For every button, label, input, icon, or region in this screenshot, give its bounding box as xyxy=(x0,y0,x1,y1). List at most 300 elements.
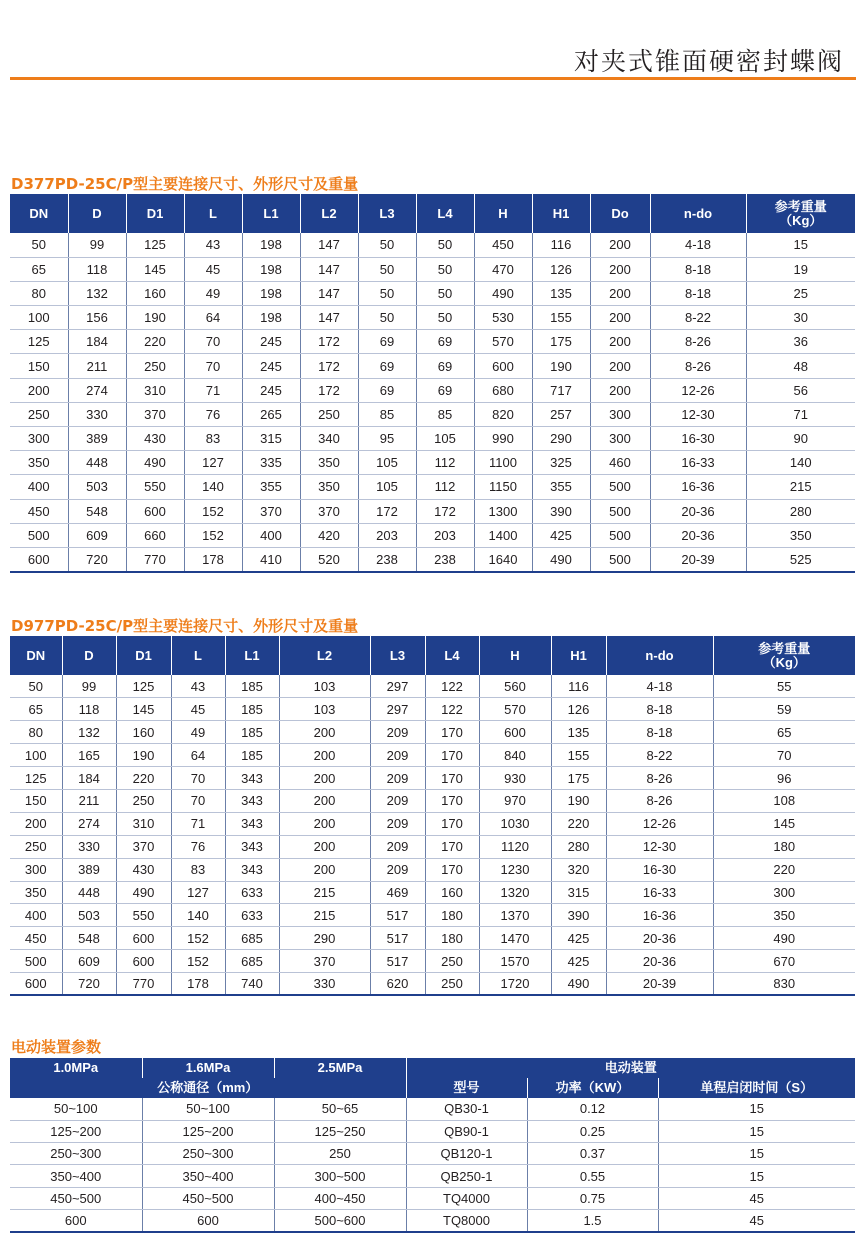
table-cell: 4-18 xyxy=(650,233,746,257)
table-cell: 12-30 xyxy=(606,835,713,858)
table-cell: 65 xyxy=(10,257,68,281)
table-cell: 16-36 xyxy=(650,475,746,499)
table-cell: 125 xyxy=(10,330,68,354)
table-cell: 1720 xyxy=(479,973,551,996)
time-header: 单程启闭时间（S） xyxy=(658,1078,855,1098)
table-cell: 280 xyxy=(746,499,855,523)
table-cell: 8-18 xyxy=(606,721,713,744)
table-row xyxy=(10,927,855,950)
table-cell: 560 xyxy=(479,675,551,698)
table-cell: 36 xyxy=(746,330,855,354)
table1-header-row xyxy=(10,194,855,233)
table-cell: 12-30 xyxy=(650,402,746,426)
table-cell: 280 xyxy=(551,835,606,858)
pressure-header-3: 2.5MPa xyxy=(274,1058,406,1078)
table-cell: 685 xyxy=(225,927,279,950)
table-cell: 170 xyxy=(425,789,479,812)
table-cell: 20-36 xyxy=(606,950,713,973)
table1-title: D377PD-25C/P型主要连接尺寸、外形尺寸及重量 xyxy=(11,175,359,193)
table-cell: 50~65 xyxy=(274,1098,406,1120)
column-header: Do xyxy=(590,194,650,233)
table-cell: 500~600 xyxy=(274,1209,406,1231)
table-cell: 64 xyxy=(171,744,225,767)
table-cell: 185 xyxy=(225,744,279,767)
table-cell: 0.12 xyxy=(527,1098,658,1120)
table-cell: 172 xyxy=(416,499,474,523)
column-header: D xyxy=(68,194,126,233)
table-cell: 1400 xyxy=(474,523,532,547)
table-cell: 50 xyxy=(358,257,416,281)
table-cell: 490 xyxy=(126,451,184,475)
table-row xyxy=(10,257,855,281)
table-cell: 150 xyxy=(10,354,68,378)
table-cell: QB250-1 xyxy=(406,1165,527,1187)
table-cell: 215 xyxy=(746,475,855,499)
table3-body xyxy=(10,1098,855,1232)
table-cell: 152 xyxy=(171,950,225,973)
table-cell: 220 xyxy=(713,858,855,881)
table-cell: 600 xyxy=(474,354,532,378)
table-cell: 15 xyxy=(658,1120,855,1142)
table-row xyxy=(10,904,855,927)
table-cell: 170 xyxy=(425,721,479,744)
table-cell: 400 xyxy=(242,523,300,547)
table-row xyxy=(10,812,855,835)
table-cell: 99 xyxy=(62,675,116,698)
table-cell: 170 xyxy=(425,767,479,790)
table-cell: 450~500 xyxy=(142,1187,274,1209)
table-actuator xyxy=(10,1058,855,1233)
table-cell: 370 xyxy=(126,402,184,426)
table-cell: 49 xyxy=(171,721,225,744)
table-row xyxy=(10,698,855,721)
table-cell: 170 xyxy=(425,812,479,835)
table-cell: 220 xyxy=(116,767,171,790)
table-cell: 76 xyxy=(171,835,225,858)
table-row xyxy=(10,1187,855,1209)
table-cell: 220 xyxy=(126,330,184,354)
table-cell: 185 xyxy=(225,698,279,721)
table-cell: 274 xyxy=(62,812,116,835)
table-cell: 184 xyxy=(62,767,116,790)
table-cell: 245 xyxy=(242,354,300,378)
table-cell: 69 xyxy=(358,354,416,378)
table-cell: 126 xyxy=(551,698,606,721)
table-cell: 71 xyxy=(171,812,225,835)
table-cell: 172 xyxy=(358,499,416,523)
table-cell: 50 xyxy=(416,257,474,281)
table-cell: 170 xyxy=(425,835,479,858)
table-cell: 126 xyxy=(532,257,590,281)
table-cell: 170 xyxy=(425,744,479,767)
table-cell: 165 xyxy=(62,744,116,767)
column-header: L2 xyxy=(279,636,370,675)
table-cell: 1150 xyxy=(474,475,532,499)
table-cell: 70 xyxy=(184,354,242,378)
table-cell: 160 xyxy=(126,281,184,305)
table-cell: 930 xyxy=(479,767,551,790)
table-cell: QB120-1 xyxy=(406,1143,527,1165)
table-cell: 490 xyxy=(116,881,171,904)
table-cell: 448 xyxy=(62,881,116,904)
table-cell: 450 xyxy=(474,233,532,257)
table-row xyxy=(10,1120,855,1142)
column-header: L3 xyxy=(358,194,416,233)
table-cell: 184 xyxy=(68,330,126,354)
table-cell: 65 xyxy=(713,721,855,744)
table-cell: 200 xyxy=(279,767,370,790)
table-cell: 335 xyxy=(242,451,300,475)
table-cell: 85 xyxy=(358,402,416,426)
table-cell: 530 xyxy=(474,306,532,330)
table-cell: 118 xyxy=(62,698,116,721)
table-cell: 350 xyxy=(300,451,358,475)
table-cell: 20-36 xyxy=(606,927,713,950)
table-cell: 297 xyxy=(370,675,425,698)
column-header: L3 xyxy=(370,636,425,675)
table-cell: 25 xyxy=(746,281,855,305)
table-cell: 198 xyxy=(242,257,300,281)
table-cell: 8-18 xyxy=(650,257,746,281)
table-cell: 600 xyxy=(479,721,551,744)
table-cell: 550 xyxy=(126,475,184,499)
table-cell: 211 xyxy=(68,354,126,378)
column-header: 参考重量 （Kg） xyxy=(713,636,855,675)
table-cell: 315 xyxy=(551,881,606,904)
table-cell: 830 xyxy=(713,973,855,996)
table-row xyxy=(10,1209,855,1231)
table-row xyxy=(10,475,855,499)
table-cell: 740 xyxy=(225,973,279,996)
table-cell: 609 xyxy=(62,950,116,973)
table-cell: 420 xyxy=(300,523,358,547)
table-cell: 48 xyxy=(746,354,855,378)
table-cell: 118 xyxy=(68,257,126,281)
table-cell: 310 xyxy=(116,812,171,835)
table-cell: 83 xyxy=(184,427,242,451)
table-cell: 180 xyxy=(425,904,479,927)
table-cell: 389 xyxy=(68,427,126,451)
table-cell: 85 xyxy=(416,402,474,426)
table-cell: 430 xyxy=(116,858,171,881)
table-cell: 20-36 xyxy=(650,499,746,523)
column-header: H1 xyxy=(551,636,606,675)
table-cell: 70 xyxy=(171,767,225,790)
table-cell: 15 xyxy=(658,1165,855,1187)
table-cell: 20-39 xyxy=(606,973,713,996)
table-cell: 350 xyxy=(10,451,68,475)
table-cell: 500 xyxy=(590,499,650,523)
table-cell: 469 xyxy=(370,881,425,904)
table-cell: 170 xyxy=(425,858,479,881)
table-cell: 15 xyxy=(658,1143,855,1165)
table-cell: 125~250 xyxy=(274,1120,406,1142)
table2-body xyxy=(10,675,855,995)
table-cell: 125 xyxy=(126,233,184,257)
table-cell: 152 xyxy=(184,523,242,547)
table-row xyxy=(10,306,855,330)
table-cell: 59 xyxy=(713,698,855,721)
column-header: 参考重量 （Kg） xyxy=(746,194,855,233)
table-cell: 8-26 xyxy=(650,330,746,354)
table-cell: 16-30 xyxy=(650,427,746,451)
table-cell: 330 xyxy=(68,402,126,426)
table-row xyxy=(10,330,855,354)
table-cell: 45 xyxy=(658,1187,855,1209)
table1-body xyxy=(10,233,855,572)
table-cell: 548 xyxy=(68,499,126,523)
column-header: D1 xyxy=(126,194,184,233)
table-cell: 250~300 xyxy=(142,1143,274,1165)
column-header: D xyxy=(62,636,116,675)
column-header: H xyxy=(479,636,551,675)
table-cell: 43 xyxy=(184,233,242,257)
table-cell: 15 xyxy=(746,233,855,257)
table-cell: 105 xyxy=(416,427,474,451)
table-cell: 1640 xyxy=(474,547,532,571)
table-cell: 300 xyxy=(590,427,650,451)
table-cell: 140 xyxy=(746,451,855,475)
table-cell: 127 xyxy=(171,881,225,904)
table-cell: 50 xyxy=(358,306,416,330)
table-cell: 50 xyxy=(10,675,62,698)
table2-header-row xyxy=(10,636,855,675)
column-header: L1 xyxy=(225,636,279,675)
table-cell: 820 xyxy=(474,402,532,426)
table-cell: 970 xyxy=(479,789,551,812)
table-cell: 20-36 xyxy=(650,523,746,547)
table-cell: 198 xyxy=(242,233,300,257)
table-cell: 490 xyxy=(551,973,606,996)
table-cell: 69 xyxy=(358,330,416,354)
table-cell: 180 xyxy=(425,927,479,950)
table-cell: 265 xyxy=(242,402,300,426)
table-cell: 517 xyxy=(370,950,425,973)
table-row xyxy=(10,881,855,904)
table-cell: 500 xyxy=(590,523,650,547)
table-cell: 19 xyxy=(746,257,855,281)
table-cell: 200 xyxy=(590,354,650,378)
table-cell: 370 xyxy=(279,950,370,973)
table-cell: 320 xyxy=(551,858,606,881)
table-cell: 300 xyxy=(10,858,62,881)
table-cell: 550 xyxy=(116,904,171,927)
table-cell: 175 xyxy=(532,330,590,354)
table-cell: 250~300 xyxy=(10,1143,142,1165)
table-cell: 520 xyxy=(300,547,358,571)
column-header: n-do xyxy=(606,636,713,675)
table-cell: 343 xyxy=(225,812,279,835)
table-cell: 12-26 xyxy=(606,812,713,835)
table-cell: 12-26 xyxy=(650,378,746,402)
table-cell: 503 xyxy=(68,475,126,499)
table-cell: 16-36 xyxy=(606,904,713,927)
table-cell: 600 xyxy=(10,973,62,996)
table-cell: 127 xyxy=(184,451,242,475)
table-cell: 203 xyxy=(416,523,474,547)
table-cell: TQ8000 xyxy=(406,1209,527,1231)
table-cell: 0.25 xyxy=(527,1120,658,1142)
table-cell: 211 xyxy=(62,789,116,812)
table-cell: 71 xyxy=(746,402,855,426)
table-cell: 400~450 xyxy=(274,1187,406,1209)
table-cell: 160 xyxy=(425,881,479,904)
table-cell: 425 xyxy=(551,950,606,973)
table-row xyxy=(10,547,855,571)
table-cell: 390 xyxy=(551,904,606,927)
table-cell: 172 xyxy=(300,354,358,378)
table-cell: 203 xyxy=(358,523,416,547)
table-cell: 70 xyxy=(184,330,242,354)
table-cell: 517 xyxy=(370,927,425,950)
table-cell: 274 xyxy=(68,378,126,402)
table-cell: 350 xyxy=(10,881,62,904)
table-cell: 105 xyxy=(358,475,416,499)
table-cell: 8-22 xyxy=(606,744,713,767)
table-cell: 50 xyxy=(358,233,416,257)
table-cell: 1.5 xyxy=(527,1209,658,1231)
table-cell: 200 xyxy=(279,789,370,812)
table-cell: 132 xyxy=(68,281,126,305)
table-cell: 1470 xyxy=(479,927,551,950)
table-row xyxy=(10,973,855,996)
table-cell: 140 xyxy=(184,475,242,499)
table-cell: 50 xyxy=(416,306,474,330)
table-cell: 570 xyxy=(479,698,551,721)
table-cell: 200 xyxy=(10,378,68,402)
table-cell: 390 xyxy=(532,499,590,523)
table-cell: 200 xyxy=(590,378,650,402)
table-cell: 609 xyxy=(68,523,126,547)
pressure-header-2: 1.6MPa xyxy=(142,1058,274,1078)
table-cell: 122 xyxy=(425,675,479,698)
column-header: n-do xyxy=(650,194,746,233)
table-cell: QB90-1 xyxy=(406,1120,527,1142)
table-cell: 633 xyxy=(225,904,279,927)
table-cell: 600 xyxy=(116,950,171,973)
title-divider xyxy=(10,77,856,80)
table-cell: 30 xyxy=(746,306,855,330)
table-cell: 99 xyxy=(68,233,126,257)
table-cell: 172 xyxy=(300,378,358,402)
table-cell: 1120 xyxy=(479,835,551,858)
table-cell: 1320 xyxy=(479,881,551,904)
table-cell: 500 xyxy=(10,523,68,547)
table-cell: 0.55 xyxy=(527,1165,658,1187)
table-cell: 8-26 xyxy=(606,789,713,812)
table-cell: 503 xyxy=(62,904,116,927)
table-cell: TQ4000 xyxy=(406,1187,527,1209)
table-cell: 250 xyxy=(126,354,184,378)
table-cell: 525 xyxy=(746,547,855,571)
table-cell: 55 xyxy=(713,675,855,698)
table-cell: 600 xyxy=(142,1209,274,1231)
table-cell: 238 xyxy=(416,547,474,571)
table-cell: 389 xyxy=(62,858,116,881)
table-cell: 108 xyxy=(713,789,855,812)
table-cell: 70 xyxy=(713,744,855,767)
table-cell: 370 xyxy=(116,835,171,858)
table-cell: 198 xyxy=(242,306,300,330)
table-cell: 190 xyxy=(551,789,606,812)
table-cell: 100 xyxy=(10,306,68,330)
table-cell: 180 xyxy=(713,835,855,858)
column-header: L2 xyxy=(300,194,358,233)
table-cell: 490 xyxy=(713,927,855,950)
table-cell: 1370 xyxy=(479,904,551,927)
table-cell: 147 xyxy=(300,306,358,330)
column-header: L xyxy=(184,194,242,233)
table-cell: 155 xyxy=(532,306,590,330)
table-cell: 152 xyxy=(171,927,225,950)
table-cell: 300 xyxy=(10,427,68,451)
table-row xyxy=(10,233,855,257)
table-cell: 209 xyxy=(370,812,425,835)
table-cell: 147 xyxy=(300,257,358,281)
table-cell: 325 xyxy=(532,451,590,475)
table-cell: 450~500 xyxy=(10,1187,142,1209)
table-cell: 215 xyxy=(279,904,370,927)
table-cell: 517 xyxy=(370,904,425,927)
table-row xyxy=(10,427,855,451)
table-cell: 0.37 xyxy=(527,1143,658,1165)
table-cell: 150 xyxy=(10,789,62,812)
power-header: 功率（KW） xyxy=(527,1078,658,1098)
table-cell: 50 xyxy=(10,233,68,257)
table-cell: 257 xyxy=(532,402,590,426)
table-row xyxy=(10,1165,855,1187)
table-cell: 200 xyxy=(279,812,370,835)
table-cell: 147 xyxy=(300,281,358,305)
table-cell: 355 xyxy=(242,475,300,499)
table-cell: 370 xyxy=(300,499,358,523)
table-row xyxy=(10,354,855,378)
table-cell: 50 xyxy=(416,233,474,257)
nominal-diameter-header: 公称通径（mm） xyxy=(10,1078,406,1098)
table-cell: 990 xyxy=(474,427,532,451)
table-cell: 470 xyxy=(474,257,532,281)
column-header: L4 xyxy=(425,636,479,675)
table-cell: 500 xyxy=(10,950,62,973)
table-cell: 20-39 xyxy=(650,547,746,571)
table-cell: 200 xyxy=(10,812,62,835)
table-cell: 103 xyxy=(279,698,370,721)
column-header: D1 xyxy=(116,636,171,675)
table-cell: 8-18 xyxy=(606,698,713,721)
table-cell: 152 xyxy=(184,499,242,523)
table-cell: 1030 xyxy=(479,812,551,835)
table-row xyxy=(10,744,855,767)
table-cell: 76 xyxy=(184,402,242,426)
table-cell: 43 xyxy=(171,675,225,698)
table-cell: 0.75 xyxy=(527,1187,658,1209)
table-cell: 83 xyxy=(171,858,225,881)
table-cell: 147 xyxy=(300,233,358,257)
table-cell: 425 xyxy=(532,523,590,547)
table-cell: 570 xyxy=(474,330,532,354)
table-cell: 16-33 xyxy=(606,881,713,904)
table-cell: 112 xyxy=(416,451,474,475)
table-cell: 250 xyxy=(10,402,68,426)
table-cell: 460 xyxy=(590,451,650,475)
table-cell: 125~200 xyxy=(10,1120,142,1142)
table-cell: 132 xyxy=(62,721,116,744)
table-cell: 220 xyxy=(551,812,606,835)
table-cell: 500 xyxy=(590,547,650,571)
table-cell: 209 xyxy=(370,744,425,767)
table-row xyxy=(10,523,855,547)
table-cell: 209 xyxy=(370,858,425,881)
